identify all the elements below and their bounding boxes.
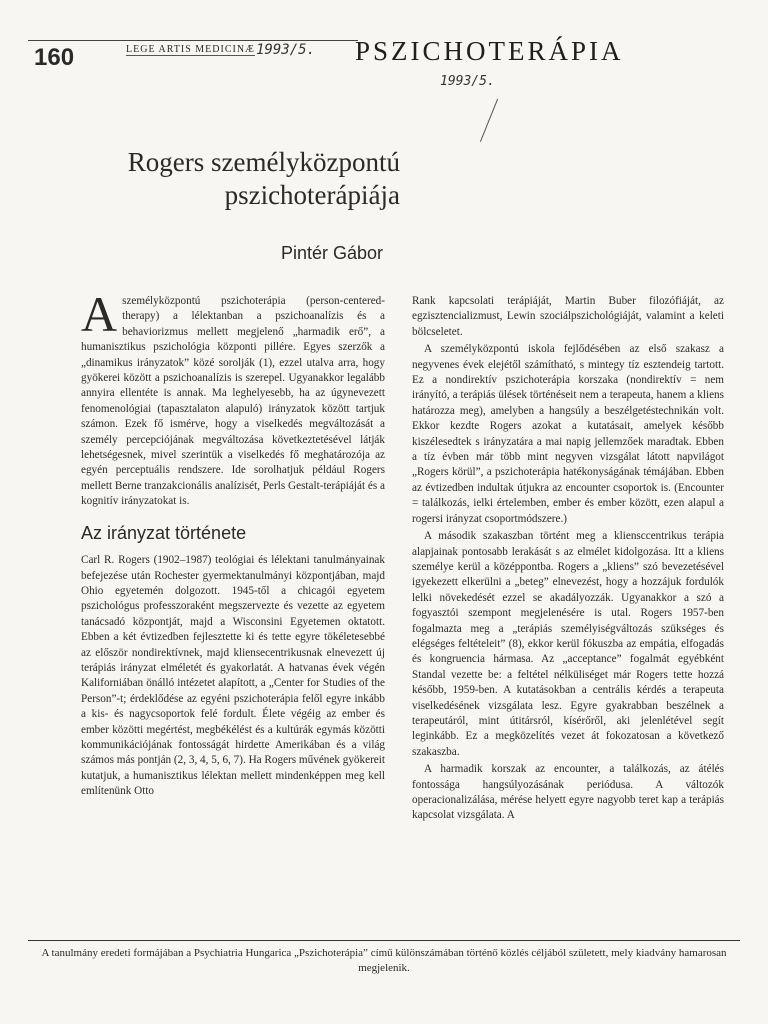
article-title-line1: Rogers személyközpontú: [127, 147, 400, 177]
right-paragraph-3: A második szakaszban történt meg a kliensccentrikus terápia alapjainak pontosabb lerakását s az elmélet kidolgozása. Itt a kliens személye kerül a középpontba. Rogers a „kliens” szó bevezetésével igyekezett elkerülni a „beteg” elnevezést, hogy a hozzájuk fordulók lelki növekedését ezzel se akadályozzák. Ugyanakkor a szó a fogyasztói szempont megjelenésére is utal. Rogers 1957-ben fogalmazta meg a „terápiás személyiségváltozás szükséges és elégséges feltételeit” (8), ekkor kerül fókuszba az empátia, elfogadás és kongruencia hármasa. Az „acceptance” fogalmát egyébként Standal vezette be: a feltétel nélküliséget már Rogers tette hozzá később, 1959-ben. A kutatásokban a centrális kérdés a terapeuta viselkedésének vizsgálata lesz. Egyre gyakrabban beszélnek a terapeutáról, mint útitársról, kísérőről, aki jelenlétével segít leginkább. Ez a megközelítés vezet át fokozatosan a következő szakaszba.: [412, 530, 724, 758]
drop-cap: A: [81, 286, 118, 342]
section-heading: PSZICHOTERÁPIA: [355, 36, 624, 66]
header-rule: [28, 40, 358, 41]
article-title: [60, 146, 400, 212]
footnote: A tanulmány eredeti formájában a Psychiatria Hungarica „Pszichoterápia” című különszámában történő közlés céljából született, mely kiadvány hamarosan megjelenik.: [41, 947, 727, 974]
right-column: [412, 294, 724, 826]
handwritten-issue-note-2: 1993/5.: [440, 74, 495, 89]
left-column: [81, 286, 385, 802]
footnote-rule: [28, 940, 740, 941]
intro-text: személyközpontú pszichoterápia (person-centered-therapy) a lélektanban a pszichoanalízis és a behaviorizmus mellett megjelenő „harmadik erő”, a humanisztikus pszichológia központi pillére. Egyes szerzők a „dinamikus irányzatok” közé sorolják (1), ezzel utalva arra, hogy gyökerei között a pszichoanalízis is szerepel. Ugyanakkor legalább annyira ellentéte is annak. Ma leghelyesebb, ha az úgynevezett fenomenológiai (tapasztalaton alapuló) irányzatok között tartjuk számon. Ezek fő ismérve, hogy a viselkedés megváltozását a személy percepciójának megváltozása következtetésével látják lehetségesnek, mivel szerintük a viselkedés fő meghatározója az egyén perceptuális rendszere. Ide sorolhatjuk például Rogers mellett Berne tranzakcionális analízisét, Perls Gestalt-terápiáját és a kognitív irányzatokat is.: [81, 295, 385, 508]
handwritten-issue-note: 1993/5.: [256, 42, 316, 58]
article-author: Pintér Gábor: [280, 243, 383, 263]
history-paragraph: Carl R. Rogers (1902–1987) teológiai és lélektani tanulmányainak befejezése után Rochester gyermektanulmányi központjában, majd Ohio egyetemén dolgozott. 1945-től a chicagói egyetem pszichológus professzoraként megszervezte és vezette az egyetem tanácsadó központját, majd a Wisconsini Egyetemen oktatott. Ebben a két évtizedben fejlesztette ki és tette egyre tökéletesebbé az először nondirektívnek, majd kliensecentrikusnak elnevezett új terápiás irányzat elméletét és gyakorlatát. A hatvanas évek végén Kaliforniában önálló intézetet alapított, a „Center for Studies of the Person”-t; érdeklődése az egyéni pszichoterápia felől egyre inkább a kis- és nagycsoportok felé fordult. Élete végéig az ember és ember közötti megértést, megbékélést és a kultúrák egymás közötti kommunikációjának fontosságát hirdette Amerikában és a világ számos más pontján (2, 3, 4, 5, 6, 7). Ha Rogers művének gyökereit kutatjuk, a humanisztikus lélektan mellett mindenképpen meg kell említenünk Otto: [81, 554, 385, 798]
right-paragraph-4: A harmadik korszak az encounter, a találkozás, az átélés fontossága hangsúlyozásának periódusa. A változók operacionalizálása, mérése helyett egyre nagyobb teret kap a terápiás kapcsolat vizsgálata. A: [412, 763, 724, 822]
page-number: 160: [34, 44, 75, 71]
right-paragraph-2: A személyközpontú iskola fejlődésében az első szakasz a negyvenes évek elejétől számítható, s mintegy tíz esztendeig tartott. Ez a nondirektív pszichoterápia korszaka (nondirektív = nem irányító, a terápiás ülések történéseit nem a terapeuta, hanem a kliens határozza meg), amelyben a hangsúly a beszélgetéstechnikán volt. Ekkor kezdte Rogers azokat a kutatásait, amelyek később kiszélesedtek s irányzatára a mai napig jellemzőek maradtak. Ebben a tíz évben már több mint negyven vizsgálat látott napvilágot „Rogers körül”, a pszichoterápia hatékonyságának témájában. Ebben az évtizedben indultak útjukra az encounter csoportok is. (Encounter = találkozás, ielki értelemben, ember és ember között, ezen alapul a rogersi irányzat csoportmódszere.): [412, 343, 724, 525]
journal-name: LEGE ARTIS MEDICINÆ: [126, 44, 255, 55]
right-paragraph-1: Rank kapcsolati terápiáját, Martin Buber filozófiáját, az egzisztencializmust, Lewin szociálpszichológiáját, valamint a keleti bölcseletet.: [412, 295, 724, 338]
subheading: Az irányzat története: [81, 522, 247, 543]
article-title-line2: pszichoterápiája: [224, 180, 400, 210]
intro-paragraph: [81, 286, 385, 510]
pen-mark: [480, 99, 511, 147]
